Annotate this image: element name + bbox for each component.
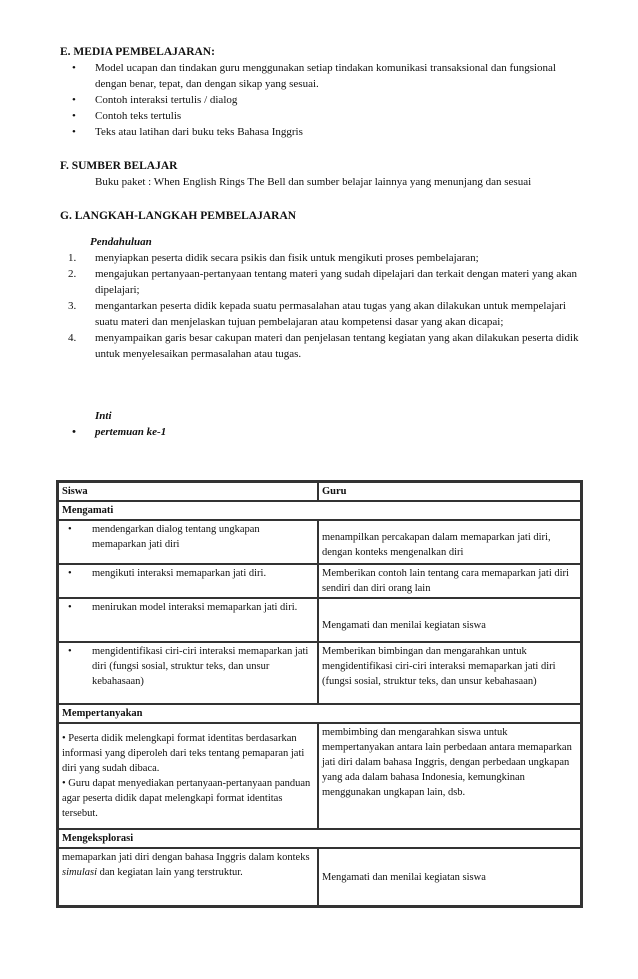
step-text: menyiapkan peserta didik secara psikis dan fisik untuk mengikuti proses pembelajaran;	[95, 252, 479, 264]
list-item	[60, 250, 585, 266]
list-item	[60, 298, 585, 330]
list-item: • Contoh interaksi tertulis / dialog	[60, 92, 585, 108]
table-row	[58, 848, 581, 906]
siswa-cell	[58, 848, 318, 906]
siswa-cell	[58, 564, 318, 598]
siswa-text-italic: simulasi	[62, 867, 98, 878]
col-guru-header: Guru	[318, 482, 581, 501]
inti-list	[60, 424, 585, 440]
table-row	[58, 642, 581, 704]
guru-cell	[318, 564, 581, 598]
guru-cell	[318, 598, 581, 642]
siswa-text: • Peserta didik melengkapi format identitas berdasarkan informasi yang diperoleh dari teks tentang pemaparan jati diri yang sudah dibaca.	[62, 733, 305, 774]
siswa-cell	[58, 723, 318, 829]
list-item: • Teks atau latihan dari buku teks Bahasa Inggris	[60, 124, 585, 140]
step-number: 2.	[68, 268, 77, 280]
guru-cell	[318, 848, 581, 906]
step-text: mengantarkan peserta didik kepada suatu permasalahan atau tugas yang akan dilakukan untuk mempelajari suatu materi dan menjelaskan tujuan pembelajaran atau kompetensi dasar yang akan dicapai;	[95, 300, 566, 328]
langkah-heading: G. LANGKAH-LANGKAH PEMBELAJARAN	[60, 210, 297, 222]
section-row	[58, 829, 581, 848]
step-number: 4.	[68, 332, 77, 344]
list-item: • Model ucapan dan tindakan guru menggunakan setiap tindakan komunikasi transaksional dan fungsional dengan benar, tepat, dan dengan sikap yang sesuai.	[60, 60, 585, 92]
activity-table	[56, 480, 583, 908]
siswa-text: • menirukan model interaksi memaparkan jati diri.	[62, 600, 314, 615]
pertemuan-label: • pertemuan ke-1	[60, 424, 585, 440]
siswa-text-part: memaparkan jati diri dengan bahasa Inggris dalam konteks	[62, 852, 310, 863]
table-row	[58, 598, 581, 642]
siswa-cell	[58, 598, 318, 642]
guru-text: Mengamati dan menilai kegiatan siswa	[322, 871, 486, 883]
guru-cell	[318, 723, 581, 829]
guru-text: membimbing dan mengarahkan siswa untuk mempertanyakan antara lain perbedaan antara memaparkan jati diri dalam bahasa Inggris, dengan perbedaan ungkapan yang ada dalam bahasa Indonesia, kemungkinan menggunakan ungkapan lain, dsb.	[322, 727, 572, 798]
sumber-text: Buku paket : When English Rings The Bell dan sumber belajar lainnya yang menunjang dan sesuai	[95, 176, 532, 188]
table-row	[58, 723, 581, 829]
siswa-text: • mendengarkan dialog tentang ungkapan memaparkan jati diri	[62, 522, 314, 552]
section-mengamati: Mengamati	[58, 501, 581, 520]
step-text: mengajukan pertanyaan-pertanyaan tentang materi yang sudah dipelajari dan terkait dengan materi yang akan dipelajari;	[95, 268, 577, 296]
guru-text: menampilkan percakapan dalam memaparkan jati diri, dengan konteks mengenalkan diri	[322, 532, 551, 558]
step-number: 3.	[68, 300, 77, 312]
media-heading: E. MEDIA PEMBELAJARAN:	[60, 46, 215, 58]
step-text: menyampaikan garis besar cakupan materi dan penjelasan tentang kegiatan yang akan dilakukan peserta didik untuk menyelesaikan permasalahan atau tugas.	[95, 332, 579, 360]
guru-text: Memberikan bimbingan dan mengarahkan untuk mengidentifikasi ciri-ciri interaksi memaparkan jati diri (fungsi sosial, struktur teks, dan unsur kebahasaan)	[322, 646, 556, 687]
siswa-cell	[58, 642, 318, 704]
section-row	[58, 501, 581, 520]
list-item	[60, 266, 585, 298]
media-list	[60, 60, 585, 140]
siswa-text: • mengidentifikasi ciri-ciri interaksi memaparkan jati diri (fungsi sosial, struktur teks, dan unsur kebahasaan)	[62, 644, 314, 689]
siswa-text: • mengikuti interaksi memaparkan jati diri.	[62, 566, 314, 581]
table-row	[58, 564, 581, 598]
section-row	[58, 704, 581, 723]
guru-text: Memberikan contoh lain tentang cara memaparkan jati diri sendiri dan diri orang lain	[322, 568, 569, 594]
siswa-text: • Guru dapat menyediakan pertanyaan-pertanyaan panduan agar peserta didik dapat melengkapi format identitas tersebut.	[62, 778, 311, 819]
guru-text: Mengamati dan menilai kegiatan siswa	[322, 619, 486, 631]
step-number: 1.	[68, 252, 77, 264]
table-row	[58, 520, 581, 564]
guru-cell	[318, 520, 581, 564]
inti-label: Inti	[95, 410, 112, 422]
col-siswa-header: Siswa	[58, 482, 318, 501]
section-mempertanyakan: Mempertanyakan	[58, 704, 581, 723]
list-item	[60, 330, 585, 362]
section-mengeksplorasi: Mengeksplorasi	[58, 829, 581, 848]
document-page	[60, 44, 585, 440]
siswa-text	[62, 850, 314, 880]
pendahuluan-steps	[60, 250, 585, 362]
pendahuluan-label: Pendahuluan	[90, 236, 152, 248]
sumber-heading: F. SUMBER BELAJAR	[60, 160, 178, 172]
siswa-cell	[58, 520, 318, 564]
siswa-text-part: dan kegiatan lain yang terstruktur.	[97, 867, 243, 878]
guru-cell	[318, 642, 581, 704]
list-item: • Contoh teks tertulis	[60, 108, 585, 124]
table-header-row	[58, 482, 581, 501]
